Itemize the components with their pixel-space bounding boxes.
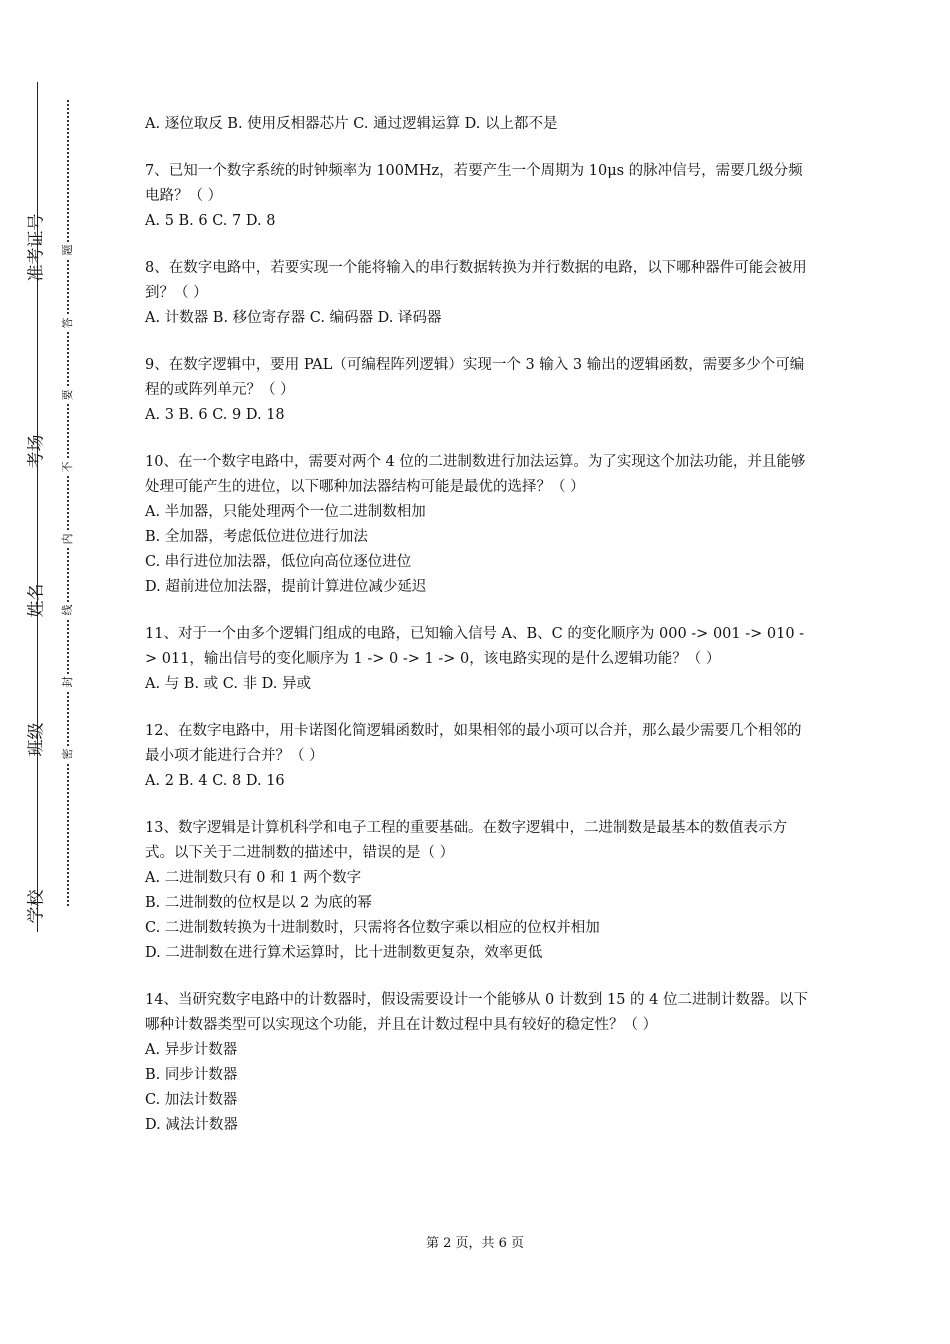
- seal-char: 不: [60, 459, 76, 475]
- question-option: C. 二进制数转换为十进制数时，只需将各位数字乘以相应的位权并相加: [145, 920, 600, 936]
- question-12: [145, 719, 810, 794]
- question-6-continued: [145, 112, 810, 137]
- question-option: D. 二进制数在进行算术运算时，比十进制数更复杂，效率更低: [145, 945, 543, 961]
- seal-char: 封: [60, 674, 76, 690]
- question-option: A. 半加器，只能处理两个一位二进制数相加: [145, 504, 426, 520]
- seal-char: 线: [60, 602, 76, 618]
- question-option: C. 串行进位加法器，低位向高位逐位进位: [145, 554, 412, 570]
- question-stem: 8、在数字电路中，若要实现一个能将输入的串行数据转换为并行数据的电路，以下哪种器件可能会被用到？（ ）: [145, 260, 807, 301]
- question-option: A. 2 B. 4 C. 8 D. 16: [145, 773, 285, 789]
- question-list: [145, 112, 810, 1160]
- question-option: A. 3 B. 6 C. 9 D. 18: [145, 407, 285, 423]
- question-stem: 9、在数字逻辑中，要用 PAL（可编程阵列逻辑）实现一个 3 输入 3 输出的逻辑函数，需要多少个可编程的或阵列单元？（ ）: [145, 357, 805, 398]
- question-option: A. 5 B. 6 C. 7 D. 8: [145, 213, 276, 229]
- question-11: [145, 622, 810, 697]
- question-14: [145, 988, 810, 1138]
- question-stem: 14、当研究数字电路中的计数器时，假设需要设计一个能够从 0 计数到 15 的 4 位二进制计数器。以下哪种计数器类型可以实现这个功能，并且在计数过程中具有较好的稳定性？（ ）: [145, 992, 809, 1033]
- question-option: A. 计数器 B. 移位寄存器 C. 编码器 D. 译码器: [145, 310, 442, 326]
- question-7: [145, 159, 810, 234]
- question-option: D. 减法计数器: [145, 1117, 238, 1133]
- question-option: A. 逐位取反 B. 使用反相器芯片 C. 通过逻辑运算 D. 以上都不是: [145, 116, 558, 132]
- seal-char: 内: [60, 531, 76, 547]
- side-field-class: 班级: [26, 722, 47, 757]
- question-option: C. 加法计数器: [145, 1092, 238, 1108]
- question-option: D. 超前进位加法器，提前计算进位减少延迟: [145, 579, 427, 595]
- question-stem: 10、在一个数字电路中，需要对两个 4 位的二进制数进行加法运算。为了实现这个加法功能，并且能够处理可能产生的进位，以下哪种加法器结构可能是最优的选择？（ ）: [145, 454, 806, 495]
- question-10: [145, 450, 810, 600]
- question-stem: 7、已知一个数字系统的时钟频率为 100MHz，若要产生一个周期为 10μs 的脉冲信号，需要几级分频电路？（ ）: [145, 163, 803, 204]
- question-13: [145, 816, 810, 966]
- side-field-exam-number: 准考证号: [26, 213, 47, 282]
- side-field-school: 学校: [26, 889, 47, 924]
- seal-char: 答: [60, 315, 76, 331]
- question-option: B. 同步计数器: [145, 1067, 238, 1083]
- seal-char: 要: [60, 387, 76, 403]
- question-8: [145, 256, 810, 331]
- question-stem: 12、在数字电路中，用卡诺图化简逻辑函数时，如果相邻的最小项可以合并，那么最少需要几个相邻的最小项才能进行合并？（ ）: [145, 723, 802, 764]
- seal-char: 密: [60, 746, 76, 762]
- question-option: A. 异步计数器: [145, 1042, 238, 1058]
- question-option: B. 二进制数的位权是以 2 为底的幂: [145, 895, 372, 911]
- question-stem: 11、对于一个由多个逻辑门组成的电路，已知输入信号 A、B、C 的变化顺序为 000 -> 001 -> 010 -> 011，输出信号的变化顺序为 1 -> 0 -> 1 -> 0，该电路实现的是什么逻辑功能？（ ）: [145, 626, 805, 667]
- question-stem: 13、数字逻辑是计算机科学和电子工程的重要基础。在数字逻辑中，二进制数是最基本的数值表示方式。以下关于二进制数的描述中，错误的是（ ）: [145, 820, 787, 861]
- question-9: [145, 353, 810, 428]
- question-option: B. 全加器，考虑低位进位进行加法: [145, 529, 368, 545]
- side-field-name: 姓名: [26, 583, 47, 618]
- side-field-exam-room: 考场: [26, 434, 47, 469]
- question-option: A. 与 B. 或 C. 非 D. 异或: [145, 676, 312, 692]
- seal-char: 题: [60, 242, 76, 258]
- question-option: A. 二进制数只有 0 和 1 两个数字: [145, 870, 362, 886]
- binding-dotted-line: [67, 100, 69, 906]
- binding-solid-line: [37, 82, 38, 932]
- page-footer: 第 2 页，共 6 页: [425, 1236, 525, 1251]
